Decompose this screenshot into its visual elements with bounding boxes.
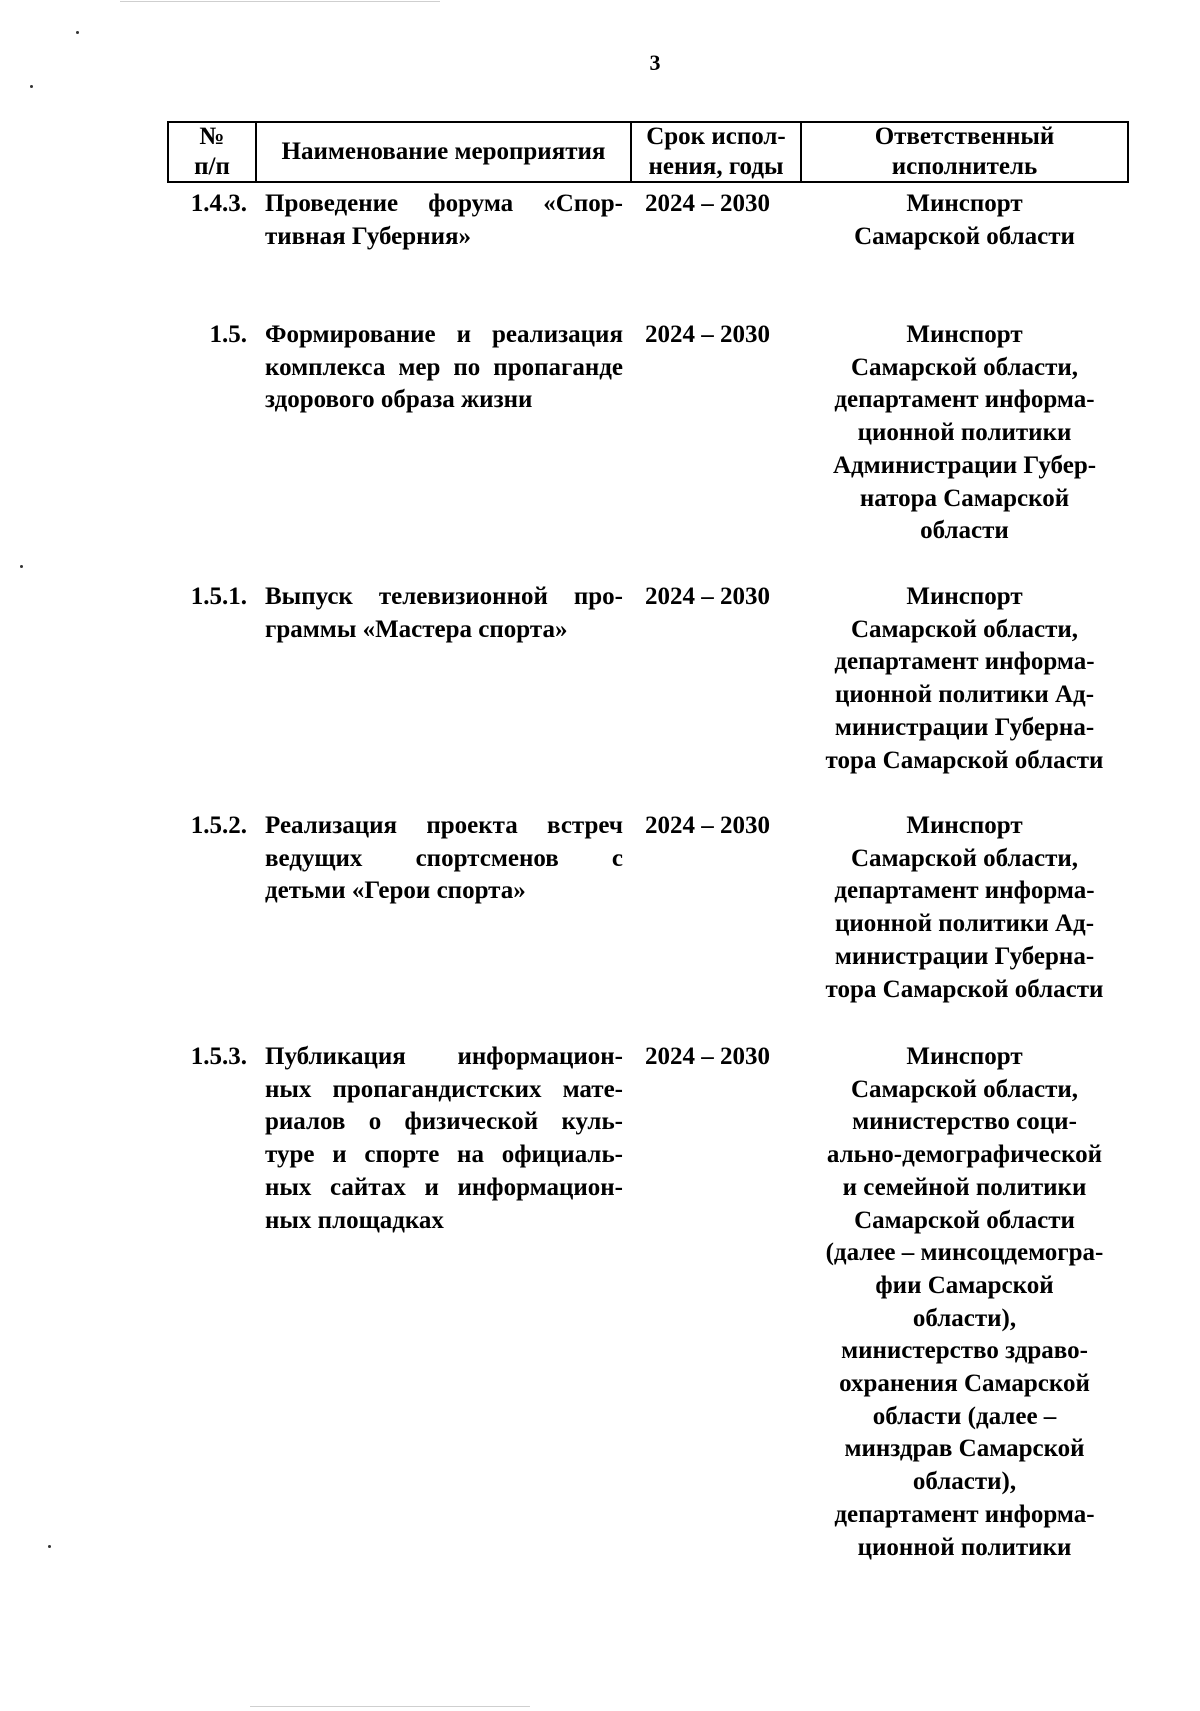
row-responsible-line: и семейной политики: [842, 1173, 1087, 1201]
row-responsible: [812, 810, 1117, 1006]
row-term: 2024 – 2030: [645, 812, 770, 839]
row-name-line: Формирование и реализация: [265, 321, 623, 348]
row-name: [265, 188, 623, 253]
scan-speck: [20, 565, 23, 568]
row-number: 1.5.2.: [190, 812, 247, 839]
row-name-line: комплекса мер по пропаганде: [265, 353, 623, 381]
row-number: 1.5.3.: [190, 1043, 247, 1070]
row-term: 2024 – 2030: [645, 583, 770, 610]
row-name-line: здорового образа жизни: [265, 386, 533, 414]
scan-speck: [30, 85, 33, 88]
row-term: 2024 – 2030: [645, 1043, 770, 1070]
header-number-line: п/п: [194, 153, 230, 180]
row-name-line: ных пропагандистских мате-: [265, 1075, 623, 1103]
row-responsible-line: натора Самарской: [859, 484, 1070, 512]
header-name-cell: [255, 123, 630, 181]
row-name-line: ных площадках: [265, 1206, 444, 1234]
header-responsible-line: исполнитель: [891, 153, 1038, 180]
row-responsible-line: охранения Самарской: [839, 1370, 1090, 1398]
page-number: 3: [649, 50, 661, 75]
scan-top-edge: [120, 1, 440, 2]
header-responsible-cell: [800, 123, 1127, 181]
row-name-line: туре и спорте на официаль-: [265, 1141, 623, 1169]
row-name-line: тивная Губерния»: [265, 222, 471, 250]
row-responsible-line: области),: [912, 1468, 1017, 1496]
table-header: [167, 121, 1129, 183]
row-responsible-line: департамент информа-: [834, 648, 1095, 676]
row-responsible-line: Самарской области,: [850, 615, 1079, 643]
row-responsible-line: Администрации Губер-: [832, 451, 1097, 479]
row-responsible-line: ально-демографической: [826, 1141, 1103, 1169]
row-responsible: [812, 188, 1117, 253]
row-name-line: Выпуск телевизионной про-: [265, 583, 623, 610]
row-responsible-line: Самарской области: [854, 222, 1075, 250]
row-name: [265, 319, 623, 417]
header-term-line: Срок испол-: [646, 123, 786, 150]
row-name-line: ных сайтах и информацион-: [265, 1173, 623, 1201]
row-responsible-line: министрации Губерна-: [834, 942, 1095, 970]
row-responsible-line: фии Самарской: [875, 1271, 1054, 1299]
row-responsible-line: Минспорт: [906, 583, 1023, 610]
header-responsible-line: Ответственный: [874, 123, 1055, 150]
row-responsible-line: Минспорт: [906, 812, 1023, 839]
row-term: 2024 – 2030: [645, 321, 770, 348]
row-name: [265, 810, 623, 908]
row-name: [265, 581, 623, 646]
header-term-cell: [630, 123, 800, 181]
row-number: 1.5.: [209, 321, 247, 348]
row-responsible-line: Минспорт: [906, 190, 1023, 217]
header-number-line: №: [199, 123, 225, 150]
row-responsible-line: ционной политики Ад-: [834, 910, 1095, 938]
row-name-line: Проведение форума «Спор-: [265, 190, 623, 217]
row-responsible-line: министрации Губерна-: [834, 713, 1095, 741]
row-name-line: риалов о физической куль-: [265, 1108, 623, 1136]
row-responsible: [812, 319, 1117, 548]
row-responsible-line: министерство здраво-: [841, 1337, 1088, 1365]
scan-speck: [76, 31, 79, 34]
row-responsible-line: тора Самарской области: [825, 975, 1104, 1003]
header-number-cell: [169, 123, 255, 181]
row-name-line: Публикация информацион-: [265, 1043, 623, 1070]
row-responsible-line: ционной политики Ад-: [834, 681, 1095, 709]
row-responsible: [812, 1041, 1117, 1564]
row-number: 1.4.3.: [190, 190, 247, 217]
row-responsible-line: области: [920, 517, 1009, 545]
row-name-line: Реализация проекта встреч: [265, 812, 623, 839]
row-responsible-line: департамент информа-: [834, 877, 1095, 905]
header-term-line: нения, годы: [648, 153, 784, 180]
row-responsible-line: тора Самарской области: [825, 746, 1104, 774]
row-responsible-line: Самарской области,: [850, 353, 1079, 381]
row-responsible-line: Самарской области: [854, 1206, 1075, 1234]
row-responsible-line: области (далее –: [872, 1402, 1057, 1430]
row-responsible-line: Минспорт: [906, 1043, 1023, 1070]
row-responsible-line: Минспорт: [906, 321, 1023, 348]
row-number: 1.5.1.: [190, 583, 247, 610]
row-responsible-line: области),: [912, 1304, 1017, 1332]
row-responsible-line: министерство соци-: [852, 1108, 1077, 1136]
row-responsible-line: департамент информа-: [834, 386, 1095, 414]
scan-speck: [48, 1545, 51, 1548]
row-responsible-line: (далее – минсоцдемогра-: [825, 1239, 1104, 1267]
row-name: [265, 1041, 623, 1237]
row-responsible-line: департамент информа-: [834, 1500, 1095, 1528]
row-name-line: граммы «Мастера спорта»: [265, 615, 568, 643]
scan-bottom-edge: [250, 1706, 530, 1707]
row-name-line: ведущих спортсменов с: [265, 844, 623, 872]
row-responsible-line: Самарской области,: [850, 1075, 1079, 1103]
header-name-line: Наименование мероприятия: [281, 138, 606, 165]
row-responsible-line: Самарской области,: [850, 844, 1079, 872]
row-responsible-line: минздрав Самарской: [844, 1435, 1085, 1463]
row-term: 2024 – 2030: [645, 190, 770, 217]
row-responsible-line: ционной политики: [857, 1533, 1072, 1561]
row-responsible: [812, 581, 1117, 777]
row-responsible-line: ционной политики: [857, 419, 1072, 447]
row-name-line: детьми «Герои спорта»: [265, 877, 526, 905]
